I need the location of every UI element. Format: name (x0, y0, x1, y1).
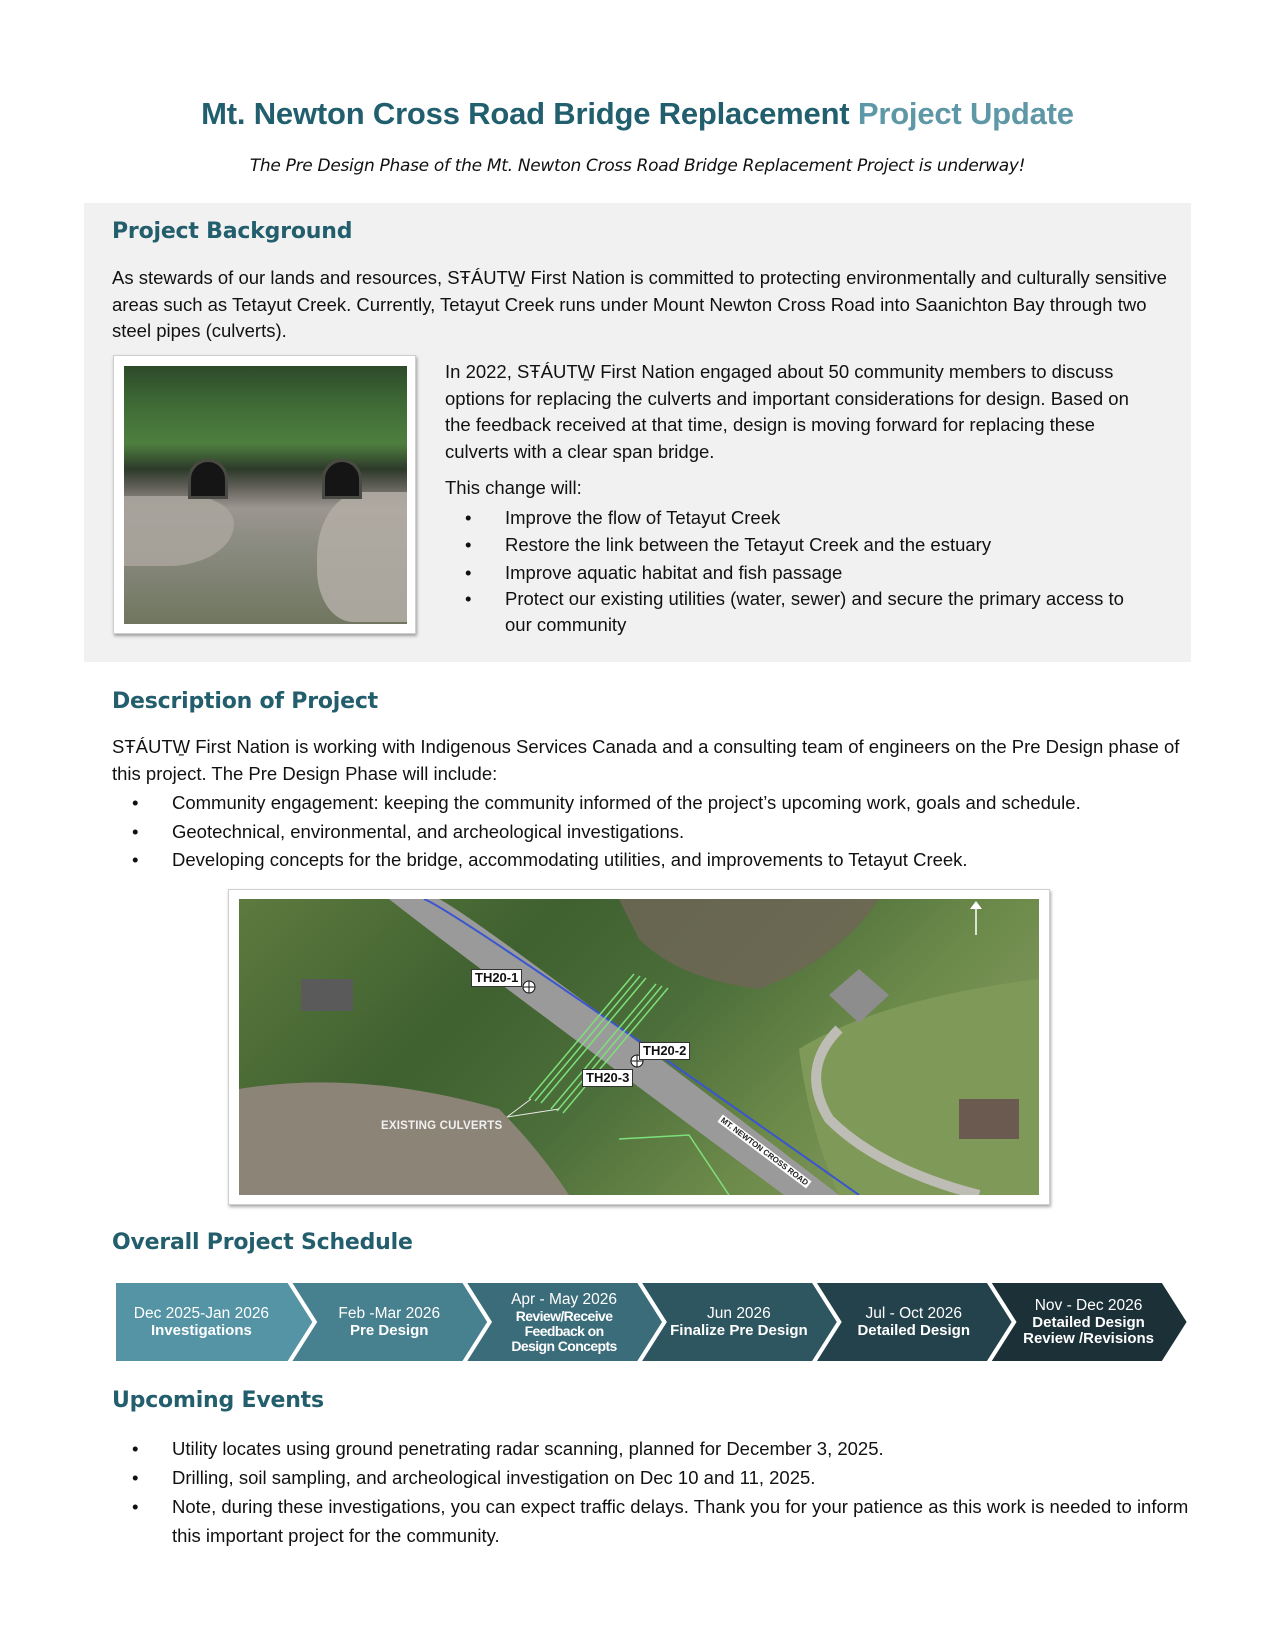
phase-label: Review/Receive Feedback on Design Concepts (511, 1307, 617, 1354)
building (301, 979, 353, 1011)
list-item: • Drilling, soil sampling, and archeological investigation on Dec 10 and 11, 2025. (112, 1463, 1197, 1492)
list-item: • Utility locates using ground penetrating radar scanning, planned for December 3, 2025. (112, 1434, 1197, 1463)
callout-line (507, 1109, 559, 1117)
events-list (112, 1434, 1197, 1550)
schedule-phase (114, 1281, 289, 1363)
site-aerial-map (239, 899, 1039, 1195)
schedule-phase (490, 1281, 639, 1363)
culvert-pipe-left (188, 459, 228, 499)
page-title (0, 96, 1275, 132)
phase-label: Pre Design (350, 1322, 429, 1339)
phase-label: Detailed Design Review /Revisions (1023, 1314, 1155, 1347)
road-name-label: MT. NEWTON CROSS ROAD (719, 1115, 810, 1188)
schedule-phase (665, 1281, 814, 1363)
borehole-marker (523, 981, 535, 993)
list-item: • Developing concepts for the bridge, accommodating utilities, and improvements to Tetayut Creek. (112, 846, 1192, 875)
building (959, 1099, 1019, 1139)
list-item: • Improve the flow of Tetayut Creek (445, 504, 1145, 532)
culvert-photo (124, 366, 407, 624)
list-item: • Improve aquatic habitat and fish passage (445, 559, 1145, 587)
culvert-photo-frame (113, 355, 416, 634)
title-main: Mt. Newton Cross Road Bridge Replacement (201, 96, 850, 131)
existing-culverts-label: EXISTING CULVERTS (381, 1120, 503, 1132)
section-heading-events: Upcoming Events (112, 1388, 324, 1413)
background-right-column (445, 359, 1145, 638)
schedule-phase (1014, 1281, 1163, 1363)
description-list (112, 789, 1192, 875)
phase-date: Jun 2026 (707, 1305, 771, 1322)
phase-date: Dec 2025-Jan 2026 (133, 1305, 270, 1322)
culvert-pipe-right (322, 459, 362, 499)
schedule-phase (315, 1281, 464, 1363)
mudflat (239, 1082, 569, 1195)
list-item: • Community engagement: keeping the community informed of the project’s upcoming work, goals and schedule. (112, 789, 1192, 818)
borehole-label-th20-2: TH20-2 (639, 1042, 690, 1060)
phase-label: Finalize Pre Design (670, 1322, 808, 1339)
phase-date: Feb -Mar 2026 (338, 1305, 441, 1322)
phase-date: Nov - Dec 2026 (1034, 1297, 1143, 1314)
list-item: • Geotechnical, environmental, and archeological investigations. (112, 818, 1192, 847)
title-accent: Project Update (857, 96, 1074, 131)
background-intro: As stewards of our lands and resources, SŦÁUTW̱ First Nation is committed to protecting environmentally and culturally sensitive areas such as Tetayut Creek. Currently, Tetayut Creek runs under Mount Newton Cross Road into Saanichton Bay through two steel pipes (culverts). (112, 267, 1167, 341)
page-subtitle: The Pre Design Phase of the Mt. Newton Cross Road Bridge Replacement Project is underway! (249, 156, 1026, 176)
section-heading-background: Project Background (112, 219, 353, 244)
phase-label: Detailed Design (857, 1322, 970, 1339)
phase-date: Jul - Oct 2026 (865, 1305, 962, 1322)
section-heading-schedule: Overall Project Schedule (112, 1230, 413, 1255)
bare-ground (619, 899, 879, 989)
description-intro: SŦÁUTW̱ First Nation is working with Indigenous Services Canada and a consulting team of engineers on the Pre Design phase of this project. The Pre Design Phase will include: (112, 736, 1180, 784)
grass-field (799, 979, 1039, 1195)
list-item: • Protect our existing utilities (water, sewer) and secure the primary access to our community (445, 586, 1145, 638)
site-map-frame (228, 889, 1050, 1205)
borehole-label-th20-1: TH20-1 (471, 969, 522, 987)
changes-list (445, 504, 1145, 639)
phase-label: Investigations (150, 1322, 252, 1339)
list-item: • Restore the link between the Tetayut Creek and the estuary (445, 531, 1145, 559)
north-arrow-icon (970, 901, 982, 935)
schedule-phase (839, 1281, 988, 1363)
project-schedule (114, 1281, 1189, 1363)
change-intro: This change will: (445, 477, 582, 498)
engagement-paragraph: In 2022, SŦÁUTW̱ First Nation engaged about 50 community members to discuss options for replacing the culverts and important considerations for design. Based on the feedback received at that time, design is moving forward for replacing these culverts with a clear span bridge. (445, 361, 1129, 462)
phase-date: Apr - May 2026 (511, 1290, 618, 1308)
borehole-label-th20-3: TH20-3 (582, 1069, 633, 1087)
list-item: • Note, during these investigations, you can expect traffic delays. Thank you for your patience as this work is needed to inform this important project for the community. (112, 1492, 1197, 1550)
section-heading-description: Description of Project (112, 689, 379, 714)
